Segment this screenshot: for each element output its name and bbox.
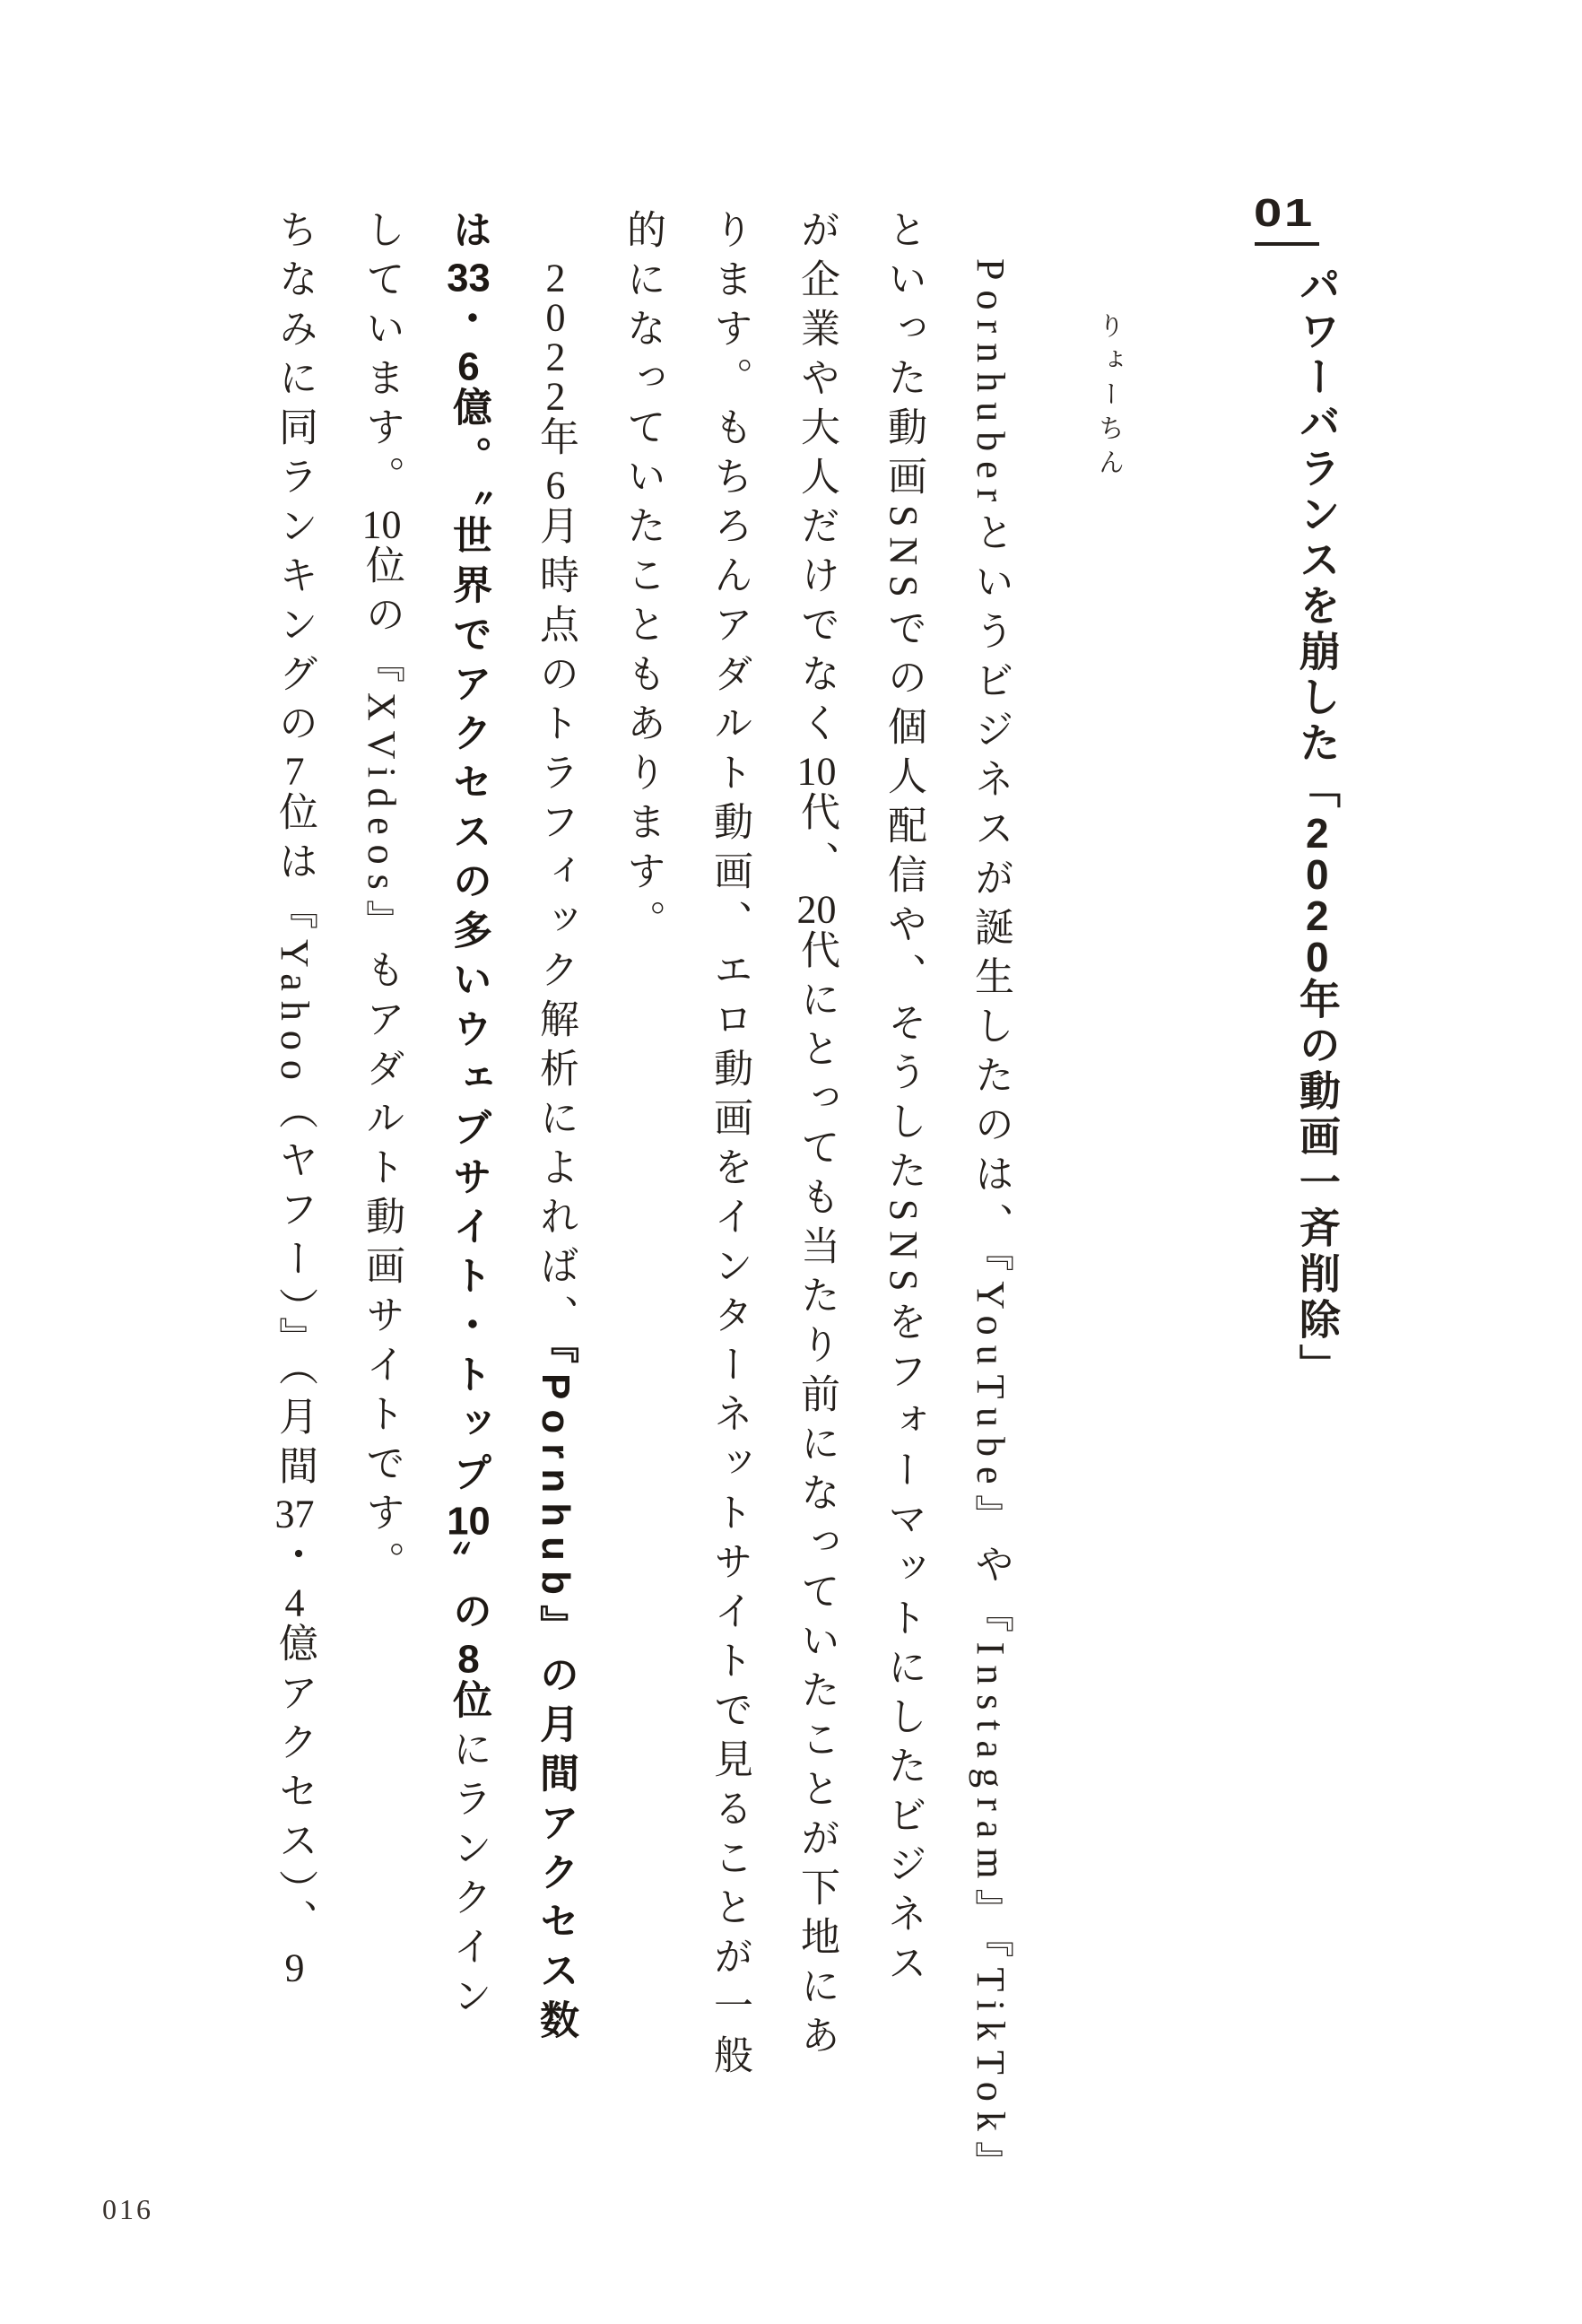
text-column-2: といった動画SNSでの個人配信や、そうしたSNSをフォーマットにしたビジネス	[882, 209, 926, 1992]
text-column-8: しています。10位の『XVideos』もアダルト動画サイトです。	[360, 209, 404, 1590]
chapter-rule-divider	[1255, 242, 1319, 246]
text-column-1: Pornhuberというビジネスが誕生したのは、『YouTube』や『Instagram』『TikTok』	[969, 258, 1013, 2190]
page-number: 016	[102, 2193, 153, 2225]
text-column-9: ちなみに同ランキングの7位は『Yahoo（ヤフー）』（月間37・4億アクセス）、9	[273, 209, 317, 1988]
text-column-6: 2022年6月時点のトラフィック解析によれば、『Pornhub』の月間アクセス数	[534, 258, 578, 2049]
text-column-5: 的になっていたこともあります。	[621, 209, 665, 949]
text-column-3: が企業や大人だけでなく10代、20代にとっても当たり前になっていたことが下地にあ	[795, 209, 839, 2064]
chapter-number: 01	[1254, 191, 1315, 235]
body-text	[251, 209, 1034, 2190]
chapter-title: パワーバランスを崩した「2020年の動画一斉削除」	[1293, 264, 1341, 1389]
author-name: りょーちん	[1095, 312, 1124, 483]
text-column-4: ります。もちろんアダルト動画、エロ動画をインターネットサイトで見ることが一般	[708, 209, 752, 2084]
text-column-7: は33・6億。〝世界でアクセスの多いウェブサイト・トップ10〟の8位にランクイン	[447, 209, 491, 2024]
